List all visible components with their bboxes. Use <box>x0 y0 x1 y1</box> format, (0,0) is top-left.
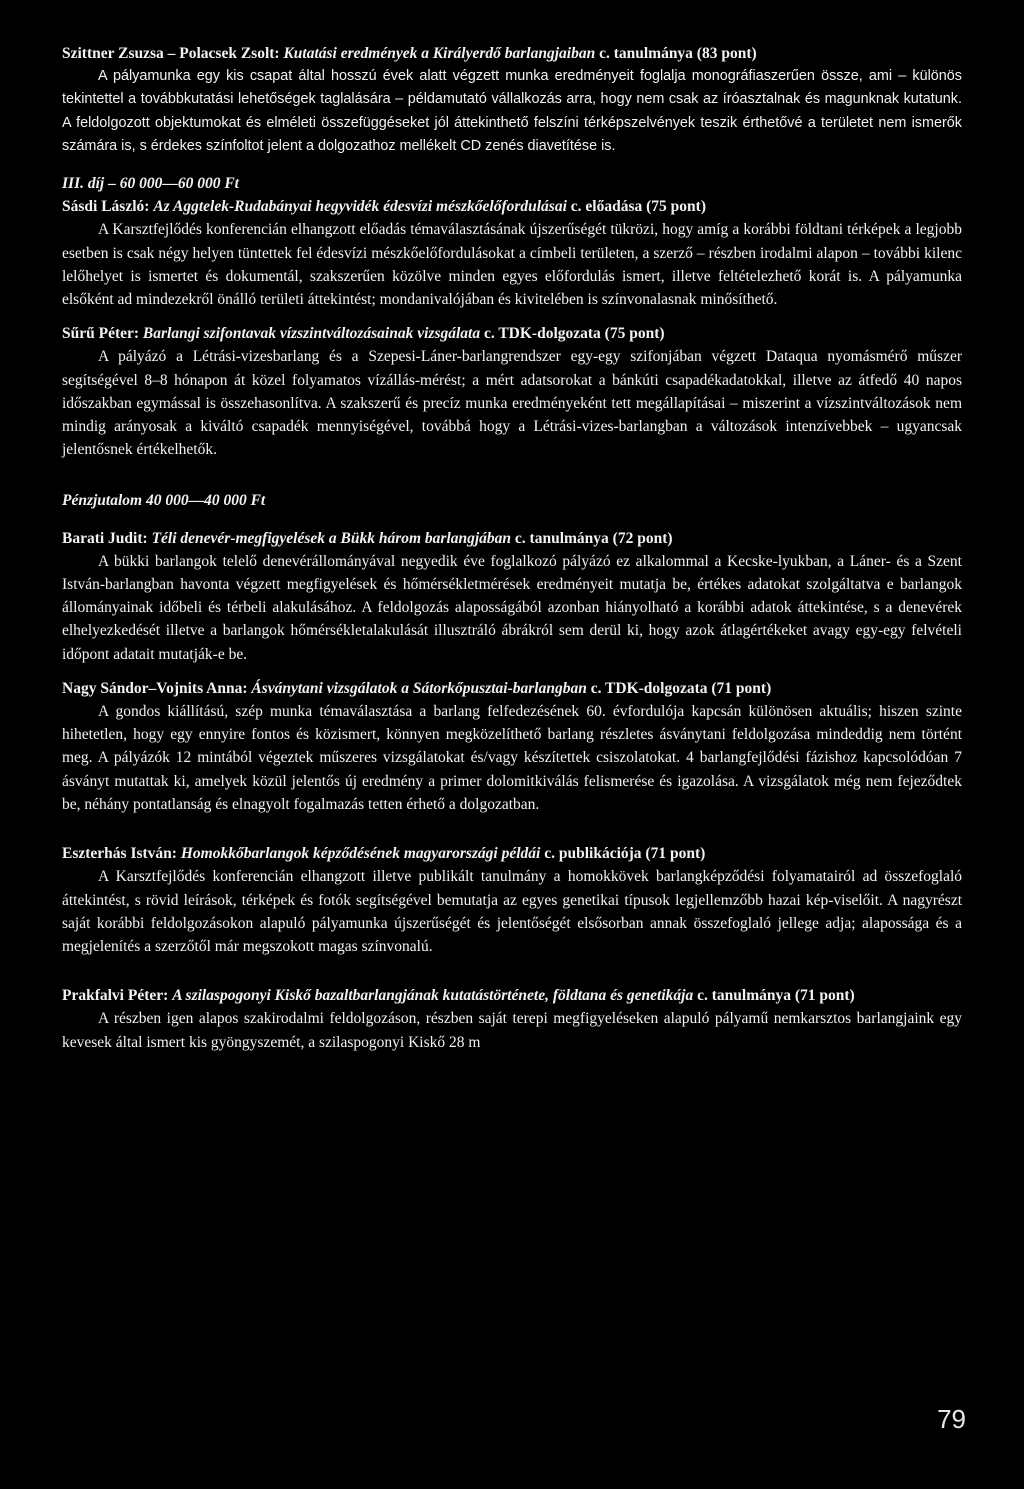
entry-heading <box>62 984 962 1007</box>
entry-suffix: c. TDK-dolgozata (75 pont) <box>483 325 665 343</box>
entry-suffix: c. tanulmánya (71 pont) <box>697 987 855 1005</box>
entry-author: Nagy Sándor–Vojnits Anna: <box>62 679 248 697</box>
entry-heading <box>62 527 962 550</box>
document-page <box>62 42 962 1065</box>
prize-heading-cash: Pénzjutalom 40 000—40 000 Ft <box>62 492 266 510</box>
entry-heading <box>62 42 962 65</box>
entry-suffix: c. előadása (75 pont) <box>570 198 706 216</box>
entry-body: A gondos kiállítású, szép munka témaválasztása a barlang felfedezésének 60. évfordulója kapcsán különösen aktuális; hiszen szinte hihetetlen, hogy egy ennyire fontos és közismert, könnyen megközelíthető barlang részletes ásványtani feldolgozása mindeddig nem történt meg. A pályázók 12 mintából végeztek műszeres vizsgálatokat és/vagy készítettek csiszolatokat. 4 barlangfejlődési fázishoz kapcsolódóan 7 ásványt mutattak ki, amelyek közül jelentős új eredmény a primer dolomitkiválás felismerése és igazolása. A vizsgálatok még nem fejeződtek be, néhány pontatlanság és elnagyolt fogalmazás tetten érhető a dolgozatban. <box>62 703 962 813</box>
entry-suffix: c. tanulmánya (83 pont) <box>599 45 757 62</box>
entry-suffix: c. TDK-dolgozata (71 pont) <box>590 679 772 697</box>
entry-body: A Karsztfejlődés konferencián elhangzott illetve publikált tanulmány a homokkövek barlangképződési folyamatairól ad összefoglaló áttekintést, s rövid leírások, térképek és fotók segítségével bemutatja az egyes genetikai típusok legjellemzőbb hazai kép-viselőit. A nagyrészt saját korábbi feldolgozásokon alapuló pályamunka újszerűségét és jelentőségét elsősorban annak összefoglaló jellege adja; alapossága és a megjelenítés a szerzőtől már megszokott magas színvonalú. <box>62 868 962 955</box>
entry-author: Barati Judit: <box>62 529 148 547</box>
entry-title: Homokkőbarlangok képződésének magyarországi példái <box>180 845 541 863</box>
entry-heading <box>62 842 962 865</box>
entry-szittner-polacsek <box>62 42 962 158</box>
entry-title: A szilaspogonyi Kiskő bazaltbarlangjának kutatástörténete, földtana és genetikája <box>172 987 694 1005</box>
entry-heading <box>62 677 962 700</box>
entry-body: A pályázó a Létrási-vizesbarlang és a Szepesi-Láner-barlangrendszer egy-egy szifonjában végzett Dataqua nyomásmérő műszer segítségével 8–8 hónapon át közel folyamatos vízállás-mérést; a mért adatsorokat a bánkúti csapadékadatokkal, illetve az átfedő 40 napos időszakban egymással is összehasonlítva. A szakszerű és precíz munka eredményeként tett megállapításai – miszerint a vízszintváltozások nem mindig arányosak a kiváltó csapadék mennyiségével, továbbá hogy a Létrási-vizes-barlangban a változások intenzívebbek – ugyancsak jelentősnek értékelhetők. <box>62 348 962 459</box>
entry-suru <box>62 322 962 461</box>
entry-suffix: c. publikációja (71 pont) <box>544 845 706 863</box>
entry-sasdi <box>62 195 962 311</box>
entry-barati <box>62 527 962 666</box>
entry-title: Téli denevér-megfigyelések a Bükk három barlangjában <box>151 529 512 547</box>
entry-author: Sásdi László: <box>62 198 150 216</box>
entry-heading <box>62 322 962 345</box>
entry-prakfalvi <box>62 984 962 1054</box>
entry-author: Prakfalvi Péter: <box>62 987 169 1005</box>
entry-suffix: c. tanulmánya (72 pont) <box>514 529 673 547</box>
entry-title: Kutatási eredmények a Királyerdő barlangjaiban <box>283 45 596 62</box>
entry-title: Az Aggtelek-Rudabányai hegyvidék édesvízi mészkőelőfordulásai <box>153 198 567 216</box>
entry-author: Eszterhás István: <box>62 845 177 863</box>
entry-nagy-vojnits <box>62 677 962 816</box>
entry-body: A részben igen alapos szakirodalmi feldolgozáson, részben saját terepi megfigyeléseken alapuló pályamű nemkarsztos barlangjaink egy kevesek által ismert kis gyöngyszemét, a szilaspogonyi Kiskő 28 m <box>62 1010 962 1051</box>
entry-body: A Karsztfejlődés konferencián elhangzott előadás témaválasztásának újszerűségét tükrözi, hogy amíg a korábbi földtani térképek a legjobb esetben is csak négy helyen tüntettek fel édesvízi mészkőelőfordulásokat a címbeli területen, a szerző – részben irodalmi alapon – további kilenc lelőhelyet is ismertet és dokumentál, szakszerűen közölve minden egyes előfordulás ismert, illetve feltételezhető korát is. A pályamunka elsőként ad mindezekről önálló területi áttekintést; mondanivalójában és kivitelében is színvonalasnak minősíthető. <box>62 221 962 309</box>
page-number: 79 <box>937 1404 966 1434</box>
entry-body: A pályamunka egy kis csapat által hosszú évek alatt végzett munka eredményeit foglalja monográfiaszerűen össze, ami – különös tekintettel a továbbkutatási lehetőségek taglalására – példamutató vállalkozás arra, hogy nem csak az íróasztalnak és magunknak kutatunk. A feldolgozott objektumokat és elméleti összefüggéseket jól áttekinthető felszíni térképszelvények teszik érthetővé a területet nem ismerők számára is, s érdekes színfoltot jelent a dolgozathoz mellékelt CD zenés diavetítése is. <box>62 68 962 154</box>
entry-author: Sűrű Péter: <box>62 325 140 343</box>
entry-author: Szittner Zsuzsa – Polacsek Zsolt: <box>62 45 280 62</box>
prize-heading-third: III. díj – 60 000—60 000 Ft <box>62 175 239 193</box>
entry-heading <box>62 195 962 218</box>
entry-body: A bükki barlangok telelő denevérállományával negyedik éve foglalkozó pályázó ez alkalommal a Kecske-lyukban, a Láner- és a Szent István-barlangban havonta végzett megfigyelések és hőmérsékletmérések eredményeit mutatja be, értékes adatokat szolgáltatva e barlangok állományainak időbeli és térbeli alakulásához. A feldolgozás alaposságából azonban hiányolható a korábbi adatok áttekintése, s a denevérek elhelyezkedését illetve a barlangok hőmérsékletalakulását illusztráló ábrákról sem derül ki, hogy azok átlagértékeket avagy egy-egy felvételi időpont adatait mutatják-e be. <box>62 552 962 663</box>
entry-eszterhas <box>62 842 962 958</box>
entry-title: Ásványtani vizsgálatok a Sátorkőpusztai-barlangban <box>251 679 587 697</box>
entry-title: Barlangi szifontavak vízszintváltozásainak vizsgálata <box>142 325 481 343</box>
